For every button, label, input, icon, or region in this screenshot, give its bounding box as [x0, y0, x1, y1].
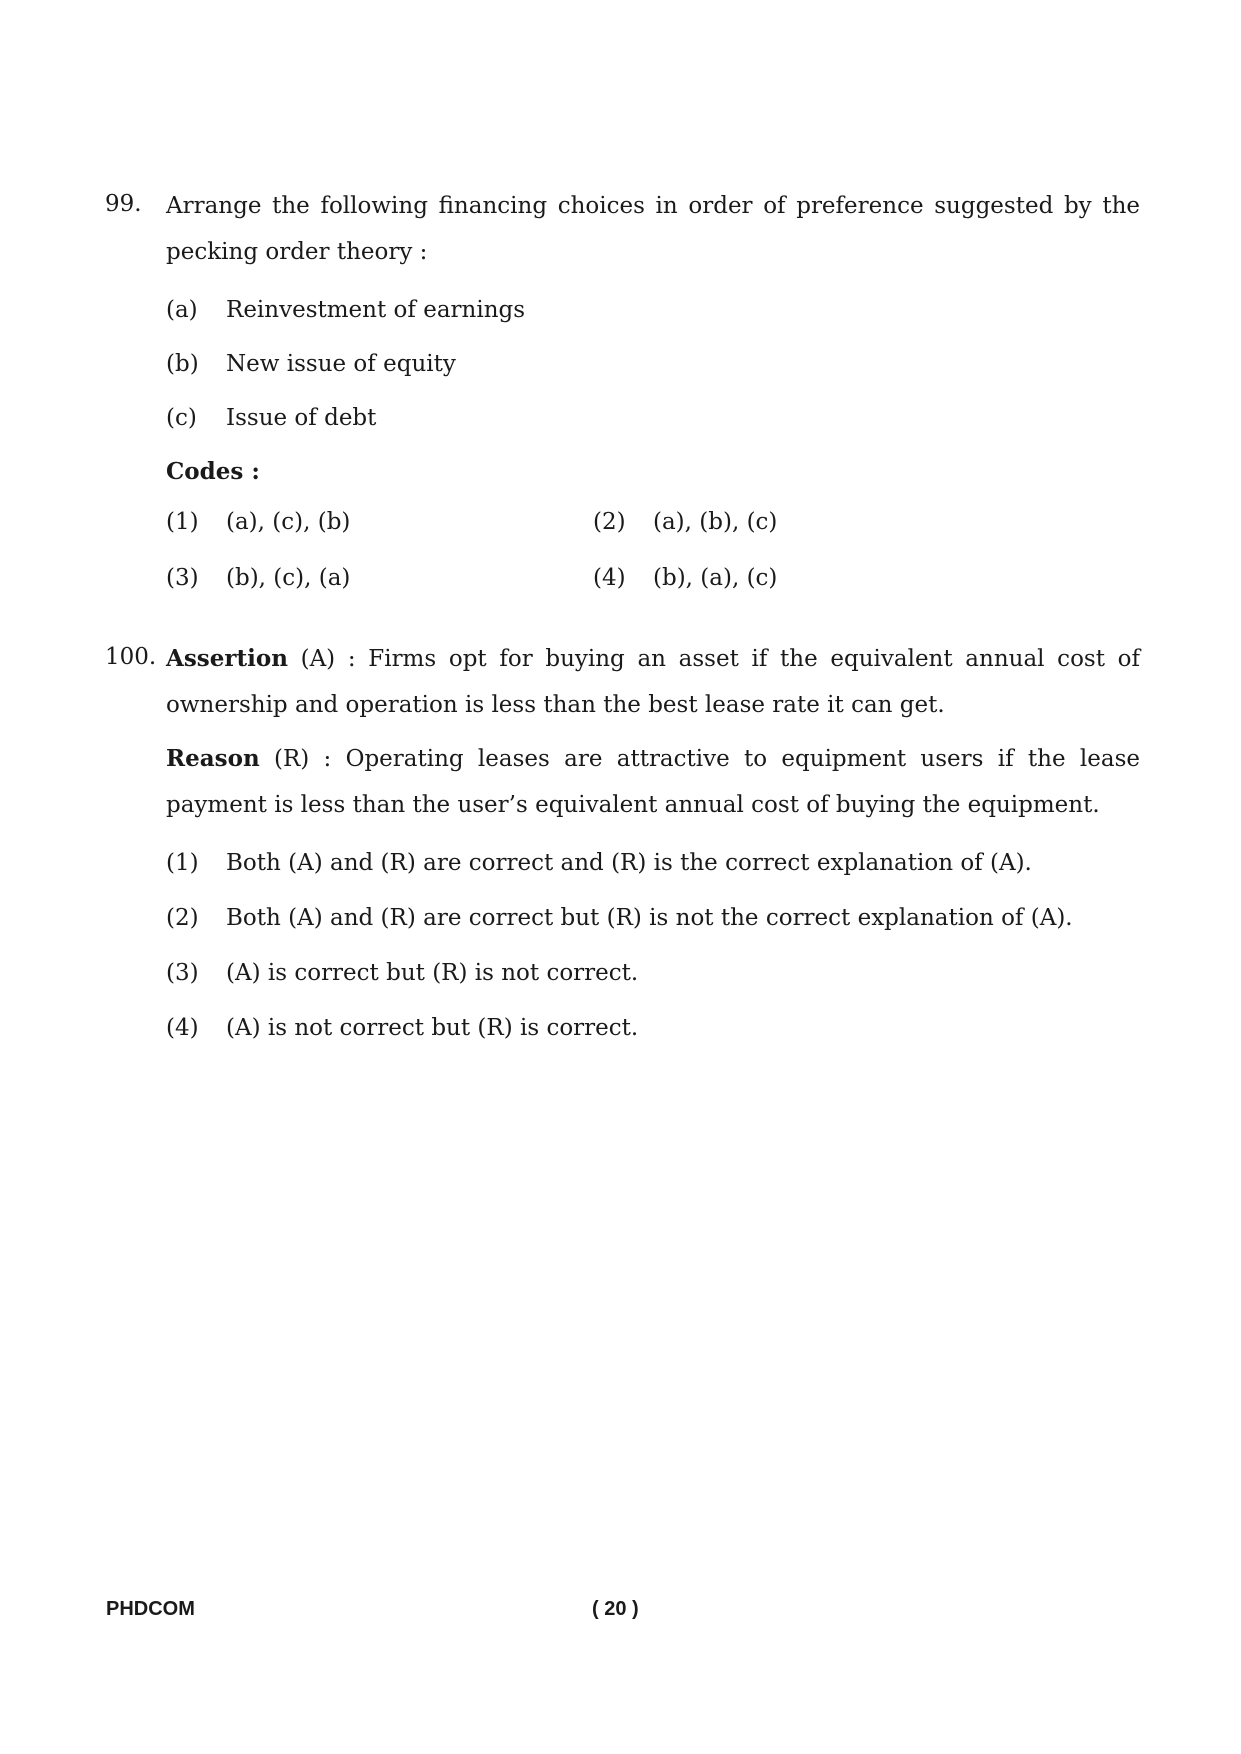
code-number: (3): [166, 565, 199, 591]
code-number: (1): [166, 509, 199, 535]
code-text: (b), (c), (a): [226, 565, 351, 591]
code-number: (2): [593, 509, 626, 535]
option-number: (3): [166, 960, 199, 986]
assertion-text: (A) : Firms opt for buying an asset if the equivalent annual cost of ownership and operation is less than the best lease rate it can get.: [166, 646, 1140, 718]
item-label: (c): [166, 405, 197, 431]
item-text: New issue of equity: [226, 351, 456, 377]
option-number: (1): [166, 850, 199, 876]
question-text: Arrange the following financing choices in order of preference suggested by the pecking order theory :: [166, 193, 1140, 265]
option-list: [166, 848, 1140, 1043]
code-option: [166, 563, 593, 593]
reason-label: Reason: [166, 745, 260, 772]
item-text: Reinvestment of earnings: [226, 297, 526, 323]
answer-option: [166, 958, 1140, 988]
assertion-label: Assertion: [166, 645, 288, 672]
list-item: [166, 295, 1140, 325]
paper-code: PHDCOM: [106, 1598, 195, 1620]
code-option: [593, 563, 993, 593]
item-text: Issue of debt: [226, 405, 377, 431]
code-option: [166, 507, 593, 537]
codes-grid: [166, 507, 1140, 593]
reason-paragraph: [166, 736, 1140, 828]
answer-option: [166, 903, 1140, 933]
item-label: (a): [166, 297, 198, 323]
assertion-paragraph: [166, 636, 1140, 728]
answer-option: [166, 1013, 1140, 1043]
code-text: (a), (c), (b): [226, 509, 351, 535]
option-number: (4): [166, 1015, 199, 1041]
list-item: [166, 403, 1140, 433]
option-text: (A) is not correct but (R) is correct.: [226, 1015, 639, 1041]
code-text: (b), (a), (c): [653, 565, 778, 591]
code-option: [593, 507, 993, 537]
question-number: 99.: [105, 191, 142, 217]
answer-option: [166, 848, 1140, 878]
list-item: [166, 349, 1140, 379]
item-list: [166, 295, 1140, 433]
question-100: [105, 636, 1140, 1043]
code-number: (4): [593, 565, 626, 591]
question-number: 100.: [105, 644, 157, 670]
reason-text: (R) : Operating leases are attractive to equipment users if the lease payment is less than the user’s equivalent annual cost of buying the equipment.: [166, 746, 1140, 818]
code-text: (a), (b), (c): [653, 509, 778, 535]
question-99: [105, 183, 1140, 593]
question-body: [166, 183, 1140, 593]
question-body: [166, 636, 1140, 1043]
option-text: Both (A) and (R) are correct and (R) is the correct explanation of (A).: [226, 850, 1032, 876]
option-text: (A) is correct but (R) is not correct.: [226, 960, 639, 986]
item-label: (b): [166, 351, 199, 377]
page-number: ( 20 ): [592, 1598, 639, 1620]
codes-title: Codes :: [166, 458, 260, 485]
option-number: (2): [166, 905, 199, 931]
option-text: Both (A) and (R) are correct but (R) is not the correct explanation of (A).: [226, 905, 1073, 931]
